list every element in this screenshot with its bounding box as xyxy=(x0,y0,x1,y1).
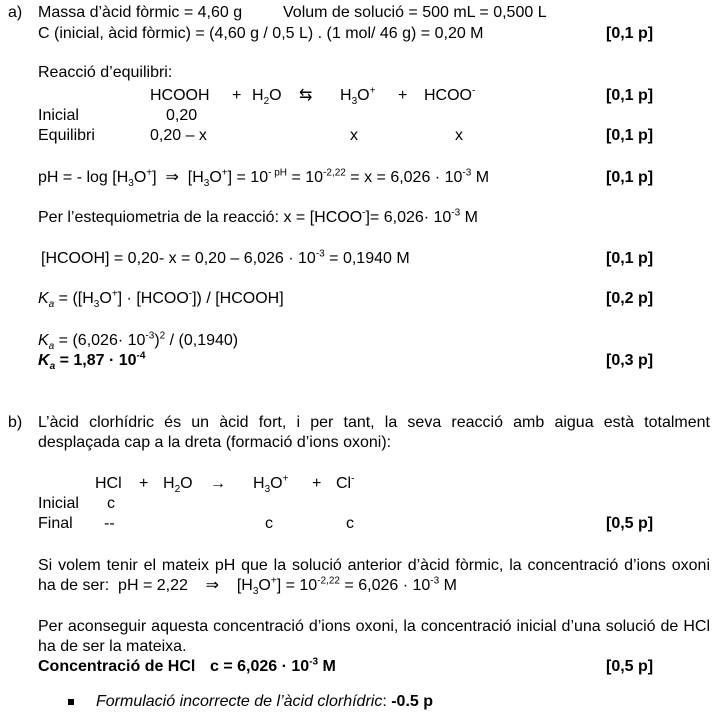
penalty-note: Formulació incorrecte de l’àcid clorhídric: -0.5 p xyxy=(96,693,434,710)
mass-line: Massa d’àcid fòrmic = 4,60 g xyxy=(38,4,243,21)
stoichiometry-line: Per l’estequiometria de la reacció: x = [HCOO-]= $6,026\cdot 10^{-3}$ M xyxy=(38,207,479,226)
equilibrium-arrow: ⇆ xyxy=(299,87,313,104)
hcl-concentration-label: Concentració de HCl xyxy=(38,658,196,675)
plus-sign: + xyxy=(398,87,408,104)
equilibri-value-acid: 0,20 – x xyxy=(150,127,207,144)
b-final-label: Final xyxy=(38,515,73,532)
reactant-water: $H_2O$ xyxy=(163,475,193,496)
product-hydronium: $H_3O^+$ xyxy=(340,85,376,108)
part-a-label: a) xyxy=(8,4,23,21)
hcooh-equilibrium-line: [HCOOH] = 0,20- $x = 0,20 - 6,026 \cdot 10^{-3} = 0,1940$ M xyxy=(41,248,410,267)
same-ph-paragraph: Si volem tenir el mateix pH que la solució anterior d’àcid fòrmic, la concentració d’ions oxoni ha de ser: pH = 2,22 ⇒ $[H_3O^+] = 10^{-2,22} = 6,026 \cdot 10^{-3}$ M xyxy=(38,557,710,598)
product-chloride: Cl- xyxy=(336,473,355,492)
ph-equation: pH = - $\log [H_3O^+]$ ⇒ $[H_3O^+] = 10^{- pH} = 10^{-2,22} = x = 6,026 \cdot 10^{-3}$ M xyxy=(38,167,490,190)
ka-numeric: $K_a = (6,026\cdot 10^{-3})^2 / (0,1940)$ xyxy=(38,330,239,353)
b-inicial-value: c xyxy=(107,495,115,512)
ka-expression: $K_a = ([H_3O^+]$ · [HCOO-]) / [HCOOH] xyxy=(38,288,284,311)
b-inicial-label: Inicial xyxy=(38,495,79,512)
plus-sign: + xyxy=(139,475,149,492)
part-b-intro: L’àcid clorhídric és un àcid fort, i per tant, la seva reacció amb aigua està totalment desplaçada cap a la dreta (formació d’ions oxoni): xyxy=(38,414,710,451)
plus-sign: + xyxy=(232,87,242,104)
bullet-square-icon xyxy=(68,699,74,705)
reactant-hcl: HCl xyxy=(95,475,122,492)
equilibri-value-formate: x xyxy=(455,127,463,144)
b-final-value-chloride: c xyxy=(346,515,354,532)
equilibri-label: Equilibri xyxy=(38,127,95,144)
points-1: [0,1 p] xyxy=(606,25,654,42)
plus-sign: + xyxy=(312,475,322,492)
part-b-label: b) xyxy=(8,414,23,431)
product-formate: HCOO- xyxy=(424,85,476,104)
points-b1: [0,5 p] xyxy=(606,515,654,532)
b-final-value-hcl: -- xyxy=(104,515,115,532)
points-b2: [0,5 p] xyxy=(606,658,654,675)
hcl-concentration-value: $c = 6,026 \cdot 10^{-3}$ M xyxy=(210,656,336,675)
equilibri-value-hydronium: x xyxy=(350,127,358,144)
product-hydronium: $H_3O^+$ xyxy=(253,473,289,496)
points-3: [0,1 p] xyxy=(606,127,654,144)
points-2: [0,1 p] xyxy=(606,87,654,104)
points-6: [0,2 p] xyxy=(606,290,654,307)
reaction-title: Reacció d’equilibri: xyxy=(38,64,173,81)
points-4: [0,1 p] xyxy=(606,169,654,186)
reactant-water: $H_2O$ xyxy=(252,87,282,108)
points-7: [0,3 p] xyxy=(606,352,654,369)
reaction-arrow: → xyxy=(210,475,226,492)
ka-result: $K_a = 1,87 \cdot 10^{-4}$ xyxy=(38,350,146,373)
points-5: [0,1 p] xyxy=(606,250,654,267)
inicial-value: 0,20 xyxy=(166,107,198,124)
volume-line: Volum de solució = 500 mL = 0,500 L xyxy=(283,4,547,21)
inicial-label: Inicial xyxy=(38,107,79,124)
reactant-hcooh: HCOOH xyxy=(150,87,210,104)
concentration-paragraph: Per aconseguir aquesta concentració d’ions oxoni, la concentració inicial d’una solució de HCl ha de ser la mateixa. xyxy=(38,618,710,655)
b-final-value-hydronium: c xyxy=(265,515,273,532)
concentration-line: C (inicial, àcid fòrmic) = (4,60 g / 0,5 L) . (1 mol/ 46 g) = 0,20 M xyxy=(38,25,484,42)
